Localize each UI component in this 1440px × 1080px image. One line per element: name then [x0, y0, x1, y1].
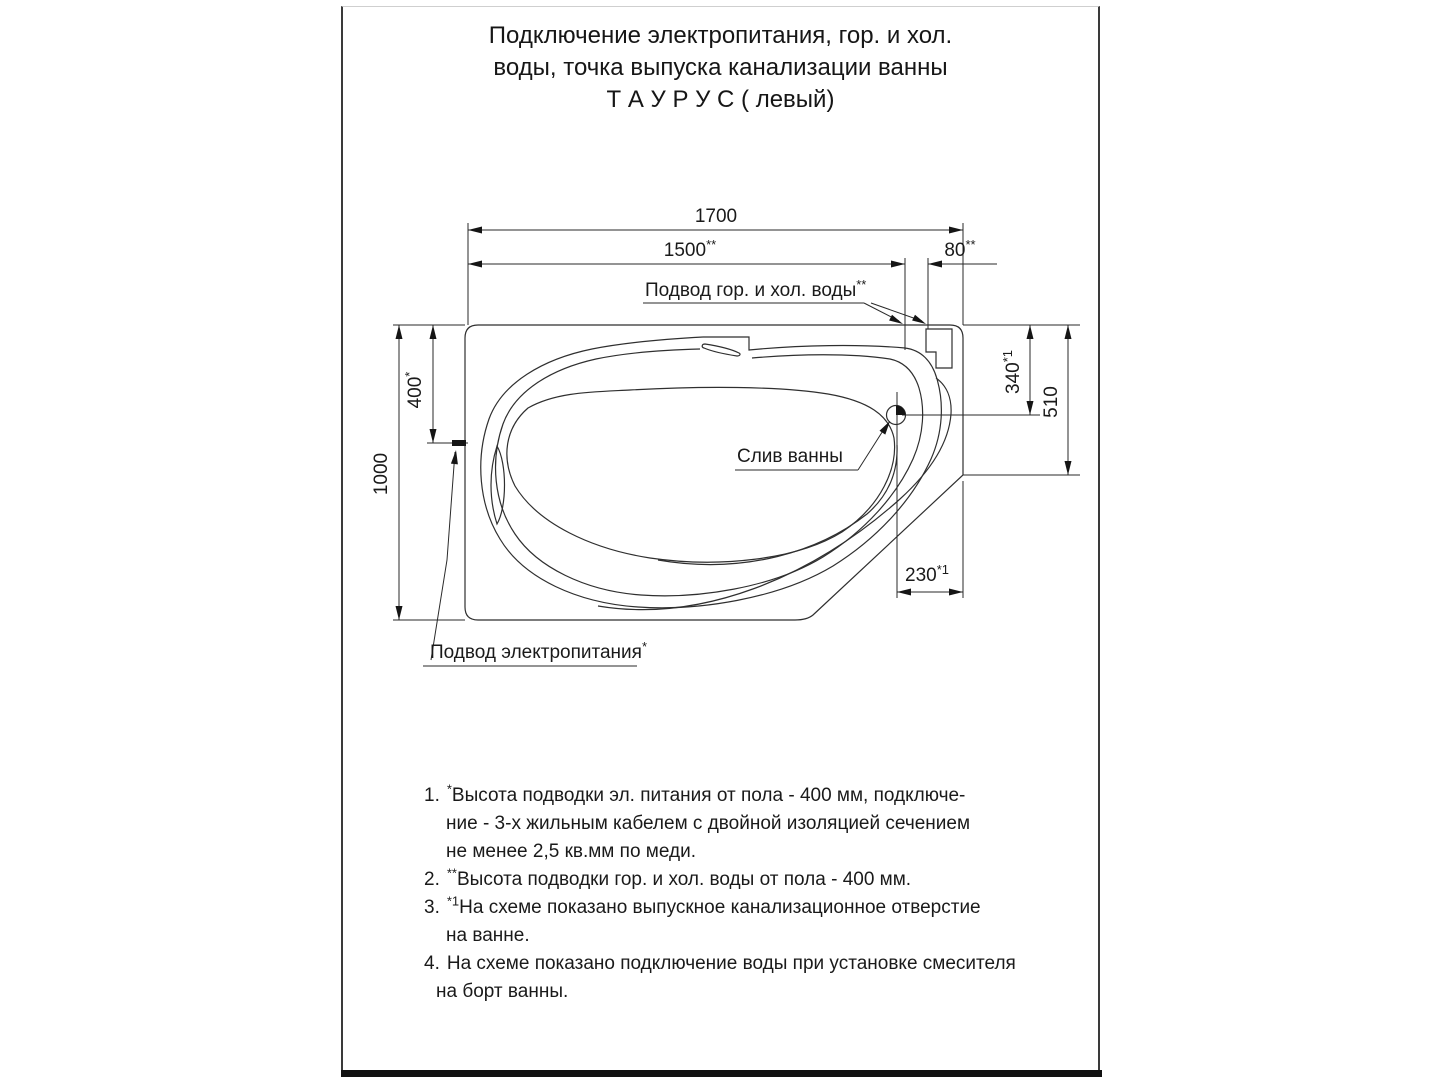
dimension-total-width [468, 206, 963, 325]
dimension-drain-from-top [963, 325, 1080, 415]
electric-supply-point [452, 440, 466, 446]
water-supply-label: Подвод гор. и хол. воды** [645, 277, 867, 301]
dim-400-label: 400* [402, 371, 426, 409]
drain-label: Слив ванны [737, 446, 843, 467]
title-line-3: Т А У Р У С ( левый) [606, 86, 835, 113]
title-line-1: Подключение электропитания, гор. и хол. [488, 22, 953, 49]
notes-block [424, 782, 1044, 1006]
electric-supply-label: Подвод электропитания* [430, 639, 647, 663]
note-1: 1. *Высота подводки эл. питания от пола - 400 мм, подключе- ние - 3-х жильным кабелем с двойной изоляцией сечением не менее 2,5 кв.мм по меди. [424, 781, 971, 862]
electric-supply-callout [423, 440, 647, 666]
note-4: 4. На схеме показано подключение воды при установке смесителя на борт ванны. [424, 953, 1016, 1002]
note-4-number: 4. [424, 953, 440, 974]
dimension-electric-height [393, 325, 468, 443]
dim-80-label: 80** [944, 237, 976, 261]
tub-basin [507, 387, 895, 562]
water-supply-callout [643, 277, 926, 324]
note-3: 3. $^{*1}$На схеме показано выпускное канализационное отверстие на ванне. [424, 893, 981, 946]
drain-callout [735, 421, 890, 470]
tub-headrest [702, 344, 740, 356]
dim-1700-label: 1700 [694, 206, 738, 227]
bathtub-footprint [465, 325, 963, 620]
note-2: 2. **Высота подводки гор. и хол. воды от пола - 400 мм. [424, 865, 912, 890]
note-3-number: 3. [424, 897, 440, 918]
title-line-2: воды, точка выпуска канализации ванны [493, 54, 948, 81]
dim-510-label: 510 [1041, 386, 1062, 418]
dimension-total-depth [371, 325, 465, 620]
note-2-number: 2. [424, 869, 440, 890]
dim-340-label: 340$^{*1}$ [1000, 350, 1024, 394]
bathtub-outline [481, 329, 952, 610]
dimension-corner-from-top [963, 325, 1080, 475]
dim-1000-label: 1000 [371, 452, 392, 496]
dim-230-label: 230$^{*1}$ [905, 562, 949, 586]
tub-left-grip [491, 446, 505, 524]
dim-1500-label: 1500** [663, 237, 717, 261]
note-1-number: 1. [424, 785, 440, 806]
tub-inner-rim [496, 349, 923, 596]
